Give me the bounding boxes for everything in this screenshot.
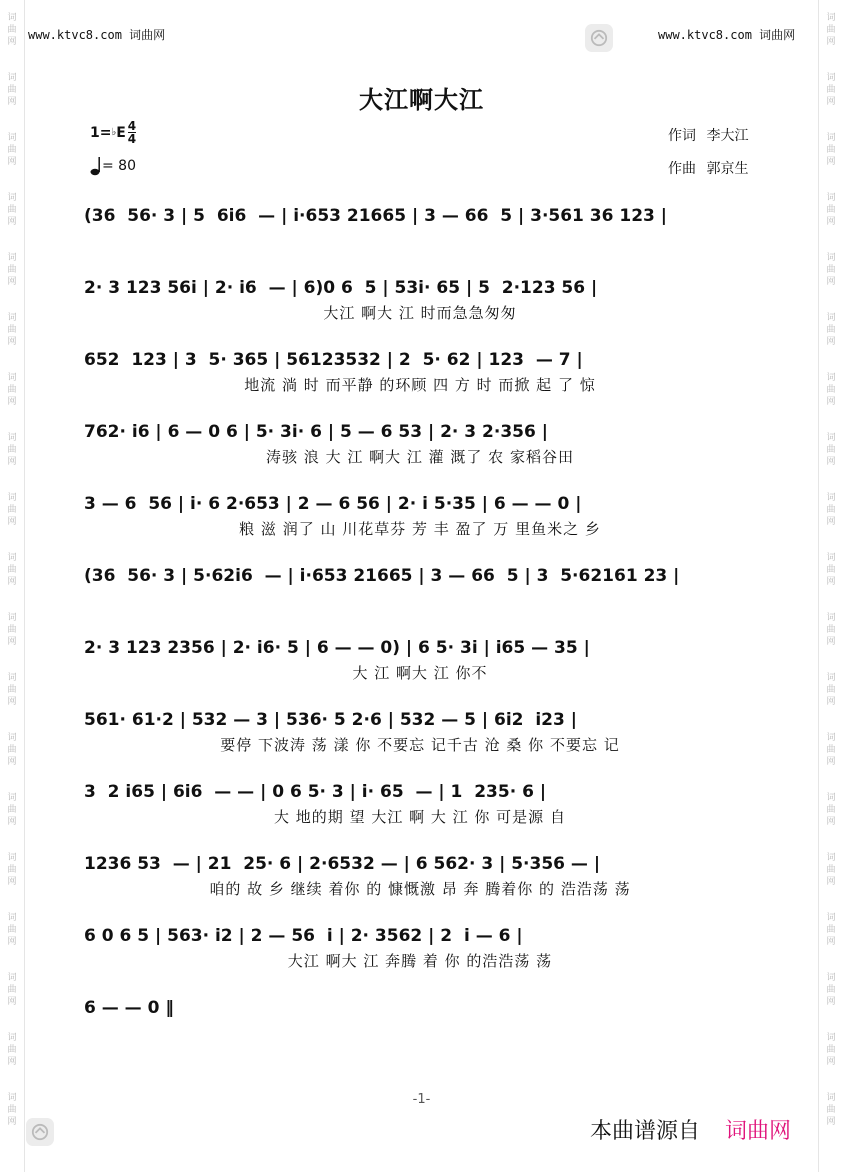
watermark-text: 词 曲 网 xyxy=(7,133,17,167)
notation-line: 6 — — 0 ‖ xyxy=(84,998,174,1018)
site-name-right: 词曲网 xyxy=(759,28,796,42)
composer-credit xyxy=(668,158,748,178)
watermark-text: 词 曲 网 xyxy=(826,133,836,167)
tempo-marking xyxy=(90,156,136,176)
site-name-left: 词曲网 xyxy=(129,28,166,42)
left-watermark-column xyxy=(2,0,22,1172)
watermark-text: 词 曲 网 xyxy=(826,193,836,227)
site-url-left[interactable]: www.ktvc8.com xyxy=(28,28,122,42)
lyric-line: 大 江 啊大 江 你不 xyxy=(352,664,488,682)
notation-line: 652 123 | 3 5· 365 | 56123532 | 2 5· 62 | 123 — 7 | xyxy=(84,350,583,370)
watermark-text: 词 曲 网 xyxy=(7,373,17,407)
time-top: 4 xyxy=(127,119,137,133)
watermark-text: 词 曲 网 xyxy=(826,793,836,827)
watermark-text: 词 曲 网 xyxy=(826,13,836,47)
watermark-text: 词 曲 网 xyxy=(7,313,17,347)
notation-line: 561· 61·2 | 532 — 3 | 536· 5 2·6 | 532 — 5 | 6i2 i23 | xyxy=(84,710,577,730)
watermark-text: 词 曲 网 xyxy=(826,1093,836,1127)
source-footer xyxy=(590,1114,791,1145)
watermark-text: 词 曲 网 xyxy=(826,493,836,527)
lyricist-name: 李大江 xyxy=(706,128,749,144)
key-note: E xyxy=(116,124,126,141)
watermark-text: 词 曲 网 xyxy=(7,613,17,647)
watermark-text: 词 曲 网 xyxy=(7,1033,17,1067)
lyric-line: 大 地的期 望 大江 啊 大 江 你 可是源 自 xyxy=(274,808,566,826)
footer-logo-icon xyxy=(26,1118,54,1146)
key-prefix: 1= xyxy=(90,124,112,141)
watermark-text: 词 曲 网 xyxy=(7,793,17,827)
watermark-text: 词 曲 网 xyxy=(826,253,836,287)
notation-line: 2· 3 123 2356 | 2· i6· 5 | 6 — — 0) | 6 5· 3i | i65 — 35 | xyxy=(84,638,590,658)
watermark-text: 词 曲 网 xyxy=(7,553,17,587)
lyric-line: 涛骇 浪 大 江 啊大 江 灌 溉了 农 家稻谷田 xyxy=(266,448,574,466)
watermark-text: 词 曲 网 xyxy=(826,553,836,587)
watermark-text: 词 曲 网 xyxy=(7,853,17,887)
lyricist-label: 作词 xyxy=(668,128,696,144)
watermark-text: 词 曲 网 xyxy=(7,493,17,527)
watermark-text: 词 曲 网 xyxy=(826,373,836,407)
source-brand[interactable]: 词曲网 xyxy=(725,1119,792,1144)
source-label: 本曲谱源自 xyxy=(590,1119,701,1144)
notation-line: (36 56· 3 | 5 6i6 — | i·653 21665 | 3 — 66 5 | 3·561 36 123 | xyxy=(84,206,667,226)
quarter-note-icon xyxy=(90,156,102,176)
notation-line: (36 56· 3 | 5·62i6 — | i·653 21665 | 3 — 66 5 | 3 5·62161 23 | xyxy=(84,566,680,586)
watermark-text: 词 曲 网 xyxy=(7,73,17,107)
notation-line: 1236 53 — | 21 25· 6 | 2·6532 — | 6 562· 3 | 5·356 — | xyxy=(84,854,601,874)
notation-line: 3 — 6 56 | i· 6 2·653 | 2 — 6 56 | 2· i 5·35 | 6 — — 0 | xyxy=(84,494,582,514)
watermark-text: 词 曲 网 xyxy=(826,1033,836,1067)
watermark-text: 词 曲 网 xyxy=(826,433,836,467)
flat-icon: ♭ xyxy=(111,127,117,138)
lyric-line: 大江 啊大 江 时而急急匆匆 xyxy=(323,304,517,322)
watermark-text: 词 曲 网 xyxy=(826,313,836,347)
time-bottom: 4 xyxy=(127,132,137,146)
song-title: 大江啊大江 xyxy=(359,86,484,114)
watermark-text: 词 曲 网 xyxy=(826,853,836,887)
watermark-text: 词 曲 网 xyxy=(826,973,836,1007)
watermark-text: 词 曲 网 xyxy=(826,613,836,647)
watermark-text: 词 曲 网 xyxy=(7,13,17,47)
composer-label: 作曲 xyxy=(668,161,696,177)
watermark-text: 词 曲 网 xyxy=(7,253,17,287)
lyric-line: 地流 淌 时 而平静 的环顾 四 方 时 而掀 起 了 惊 xyxy=(244,376,596,394)
watermark-text: 词 曲 网 xyxy=(7,973,17,1007)
notation-line: 2· 3 123 56i | 2· i6 — | 6)0 6 5 | 53i· 65 | 5 2·123 56 | xyxy=(84,278,598,298)
lyric-line: 粮 滋 润了 山 川花草芬 芳 丰 盈了 万 里鱼米之 乡 xyxy=(239,520,601,538)
watermark-text: 词 曲 网 xyxy=(7,193,17,227)
notation-line: 762· i6 | 6 — 0 6 | 5· 3i· 6 | 5 — 6 53 | 2· 3 2·356 | xyxy=(84,422,548,442)
lyric-line: 大江 啊大 江 奔腾 着 你 的浩浩荡 荡 xyxy=(287,952,553,970)
site-url-right[interactable]: www.ktvc8.com xyxy=(658,28,752,42)
left-margin-line xyxy=(24,0,25,1172)
watermark-text: 词 曲 网 xyxy=(826,733,836,767)
page-number: -1- xyxy=(412,1092,431,1107)
notation-line: 3 2 i65 | 6i6 — — | 0 6 5· 3 | i· 65 — | 1 235· 6 | xyxy=(84,782,547,802)
key-signature xyxy=(90,120,136,145)
lyric-line: 要停 下波涛 荡 漾 你 不要忘 记千古 沧 桑 你 不要忘 记 xyxy=(220,736,620,754)
watermark-text: 词 曲 网 xyxy=(7,433,17,467)
tempo-value: = 80 xyxy=(102,158,136,174)
watermark-text: 词 曲 网 xyxy=(7,1093,17,1127)
header-site-right[interactable] xyxy=(658,26,795,43)
header-site-left[interactable] xyxy=(28,26,165,43)
watermark-text: 词 曲 网 xyxy=(826,673,836,707)
site-logo-icon xyxy=(585,24,613,52)
watermark-text: 词 曲 网 xyxy=(7,733,17,767)
right-watermark-column xyxy=(821,0,841,1172)
lyric-line: 咱的 故 乡 继续 着你 的 慷慨激 昂 奔 腾着你 的 浩浩荡 荡 xyxy=(209,880,631,898)
watermark-text: 词 曲 网 xyxy=(826,913,836,947)
watermark-text: 词 曲 网 xyxy=(826,73,836,107)
right-margin-line xyxy=(818,0,819,1172)
lyricist-credit xyxy=(668,125,748,145)
notation-line: 6 0 6 5 | 563· i2 | 2 — 56 i | 2· 3562 | 2 i — 6 | xyxy=(84,926,523,946)
watermark-text: 词 曲 网 xyxy=(7,673,17,707)
watermark-text: 词 曲 网 xyxy=(7,913,17,947)
time-signature xyxy=(128,120,136,145)
composer-name: 郭京生 xyxy=(706,161,749,177)
